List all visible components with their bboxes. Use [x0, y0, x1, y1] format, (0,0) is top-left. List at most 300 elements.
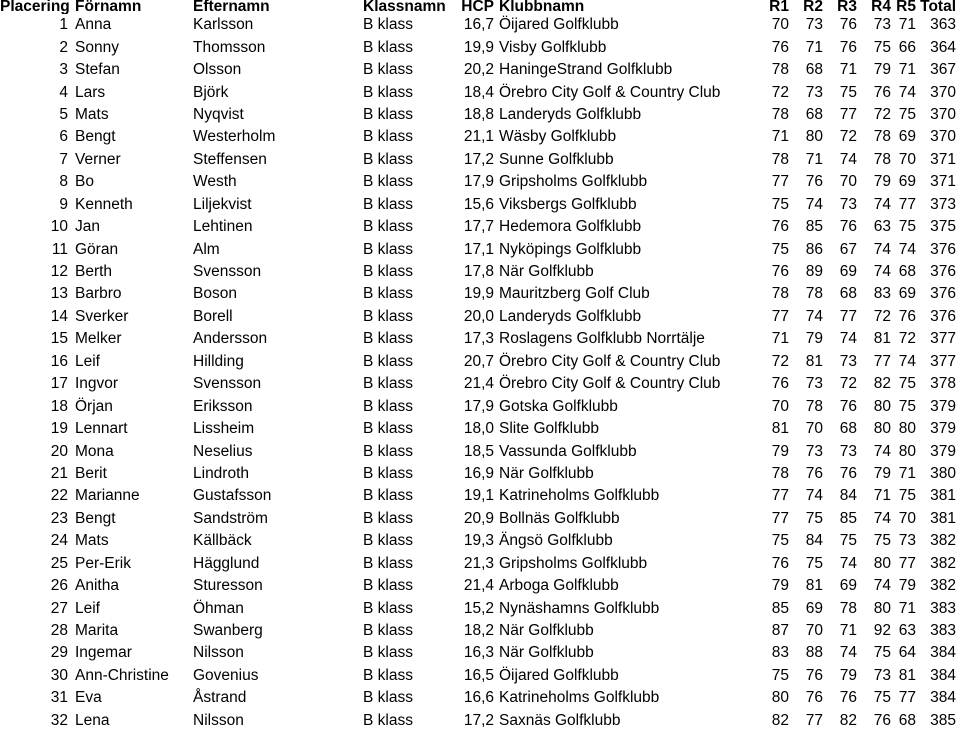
- cell-r2: 73: [805, 442, 823, 460]
- table-row: [0, 395, 959, 417]
- cell-placering: 17: [50, 375, 68, 393]
- cell-efternamn: Öhman: [193, 599, 244, 617]
- cell-efternamn: Sandström: [193, 509, 268, 527]
- cell-hcp: 21,3: [463, 554, 494, 572]
- cell-fornamn: Ann-Christine: [75, 666, 169, 684]
- cell-efternamn: Svensson: [193, 263, 262, 281]
- cell-klassnamn: B klass: [363, 218, 413, 236]
- cell-placering: 19: [50, 420, 68, 438]
- cell-klassnamn: B klass: [363, 307, 413, 325]
- cell-r4: 82: [873, 375, 891, 393]
- cell-r4: 81: [873, 330, 891, 348]
- table-row: [0, 665, 959, 687]
- cell-r3: 76: [839, 218, 857, 236]
- results-body: [0, 14, 959, 732]
- cell-r2: 81: [805, 577, 823, 595]
- cell-placering: 18: [50, 397, 68, 415]
- cell-placering: 10: [50, 218, 68, 236]
- table-row: [0, 575, 959, 597]
- cell-total: 382: [930, 577, 956, 595]
- cell-klassnamn: B klass: [363, 711, 413, 729]
- cell-r2: 81: [805, 352, 823, 370]
- cell-r4: 72: [873, 105, 891, 123]
- cell-total: 376: [930, 263, 956, 281]
- cell-fornamn: Leif: [75, 352, 100, 370]
- cell-hcp: 21,4: [463, 577, 494, 595]
- cell-total: 378: [930, 375, 956, 393]
- cell-placering: 12: [50, 263, 68, 281]
- cell-klassnamn: B klass: [363, 173, 413, 191]
- cell-fornamn: Lars: [75, 83, 106, 101]
- cell-efternamn: Sturesson: [193, 577, 263, 595]
- cell-r5: 75: [898, 218, 916, 236]
- cell-fornamn: Berth: [75, 263, 113, 281]
- cell-fornamn: Verner: [75, 150, 121, 168]
- cell-hcp: 18,5: [463, 442, 494, 460]
- cell-r1: 72: [771, 83, 789, 101]
- cell-r5: 75: [898, 105, 916, 123]
- cell-efternamn: Lehtinen: [193, 218, 253, 236]
- cell-klubbnamn: Nyköpings Golfklubb: [499, 240, 642, 258]
- cell-klubbnamn: Nynäshamns Golfklubb: [499, 599, 660, 617]
- cell-fornamn: Ingemar: [75, 644, 132, 662]
- table-row: [0, 328, 959, 350]
- cell-r4: 75: [873, 644, 891, 662]
- cell-r3: 74: [839, 330, 857, 348]
- cell-r3: 84: [839, 487, 857, 505]
- cell-total: 382: [930, 554, 956, 572]
- cell-hcp: 20,0: [463, 307, 494, 325]
- cell-r4: 74: [873, 195, 891, 213]
- cell-hcp: 18,4: [463, 83, 494, 101]
- cell-r1: 87: [771, 622, 789, 640]
- cell-klubbnamn: Slite Golfklubb: [499, 420, 599, 438]
- cell-r3: 72: [839, 375, 857, 393]
- header-row: [0, 0, 959, 14]
- cell-r2: 88: [805, 644, 823, 662]
- cell-klassnamn: B klass: [363, 397, 413, 415]
- table-row: [0, 216, 959, 238]
- cell-efternamn: Eriksson: [193, 397, 253, 415]
- cell-efternamn: Liljekvist: [193, 195, 252, 213]
- cell-efternamn: Nilsson: [193, 711, 244, 729]
- cell-total: 371: [930, 173, 956, 191]
- cell-fornamn: Per-Erik: [75, 554, 131, 572]
- cell-klassnamn: B klass: [363, 689, 413, 707]
- cell-r5: 69: [898, 285, 916, 303]
- cell-hcp: 16,9: [463, 464, 494, 482]
- cell-placering: 16: [50, 352, 68, 370]
- cell-klubbnamn: HaningeStrand Golfklubb: [499, 61, 673, 79]
- cell-r4: 74: [873, 240, 891, 258]
- cell-klassnamn: B klass: [363, 150, 413, 168]
- cell-klassnamn: B klass: [363, 644, 413, 662]
- table-row: [0, 81, 959, 103]
- cell-efternamn: Åstrand: [193, 689, 247, 707]
- cell-total: 382: [930, 532, 956, 550]
- cell-r1: 72: [771, 352, 789, 370]
- cell-r4: 71: [873, 487, 891, 505]
- cell-fornamn: Marita: [75, 622, 119, 640]
- cell-r5: 63: [898, 622, 916, 640]
- cell-klubbnamn: Örebro City Golf & Country Club: [499, 375, 721, 393]
- cell-fornamn: Mats: [75, 105, 109, 123]
- header-r2: R2: [803, 0, 823, 14]
- table-row: [0, 553, 959, 575]
- cell-r1: 77: [771, 307, 789, 325]
- cell-r2: 76: [805, 173, 823, 191]
- cell-klassnamn: B klass: [363, 622, 413, 640]
- cell-klassnamn: B klass: [363, 375, 413, 393]
- cell-klubbnamn: Viksbergs Golfklubb: [499, 195, 637, 213]
- cell-klassnamn: B klass: [363, 509, 413, 527]
- cell-r2: 68: [805, 105, 823, 123]
- cell-r3: 76: [839, 16, 857, 34]
- cell-r3: 77: [839, 105, 857, 123]
- cell-fornamn: Mats: [75, 532, 109, 550]
- cell-r2: 74: [805, 195, 823, 213]
- cell-r3: 76: [839, 397, 857, 415]
- cell-klassnamn: B klass: [363, 554, 413, 572]
- cell-r2: 71: [805, 38, 823, 56]
- cell-hcp: 18,2: [463, 622, 494, 640]
- cell-klubbnamn: Vassunda Golfklubb: [499, 442, 637, 460]
- header-placering: Placering: [0, 0, 70, 14]
- table-row: [0, 597, 959, 619]
- cell-r4: 73: [873, 666, 891, 684]
- cell-klassnamn: B klass: [363, 464, 413, 482]
- cell-placering: 29: [50, 644, 68, 662]
- cell-placering: 20: [50, 442, 68, 460]
- cell-r1: 83: [771, 644, 789, 662]
- table-row: [0, 710, 959, 732]
- cell-r2: 71: [805, 150, 823, 168]
- cell-total: 384: [930, 644, 956, 662]
- table-row: [0, 14, 959, 36]
- cell-r5: 76: [898, 307, 916, 325]
- cell-klassnamn: B klass: [363, 532, 413, 550]
- cell-hcp: 17,7: [463, 218, 494, 236]
- cell-efternamn: Andersson: [193, 330, 268, 348]
- cell-klubbnamn: När Golfklubb: [499, 644, 594, 662]
- cell-r2: 75: [805, 509, 823, 527]
- cell-total: 379: [930, 442, 956, 460]
- cell-klassnamn: B klass: [363, 16, 413, 34]
- cell-r5: 75: [898, 375, 916, 393]
- cell-r2: 78: [805, 397, 823, 415]
- cell-placering: 21: [50, 464, 68, 482]
- cell-r3: 70: [839, 173, 857, 191]
- table-row: [0, 194, 959, 216]
- cell-r2: 73: [805, 83, 823, 101]
- cell-klassnamn: B klass: [363, 442, 413, 460]
- cell-r4: 79: [873, 464, 891, 482]
- cell-klubbnamn: Öijared Golfklubb: [499, 16, 619, 34]
- cell-efternamn: Olsson: [193, 61, 242, 79]
- cell-r4: 77: [873, 352, 891, 370]
- cell-r4: 80: [873, 599, 891, 617]
- cell-r5: 72: [898, 330, 916, 348]
- cell-klassnamn: B klass: [363, 83, 413, 101]
- cell-hcp: 17,8: [463, 263, 494, 281]
- cell-r5: 71: [898, 464, 916, 482]
- cell-klubbnamn: Gotska Golfklubb: [499, 397, 618, 415]
- cell-efternamn: Swanberg: [193, 622, 263, 640]
- cell-fornamn: Stefan: [75, 61, 120, 79]
- cell-total: 377: [930, 352, 956, 370]
- cell-fornamn: Lennart: [75, 420, 128, 438]
- cell-total: 381: [930, 487, 956, 505]
- cell-r1: 81: [771, 420, 789, 438]
- table-row: [0, 508, 959, 530]
- cell-placering: 23: [50, 509, 68, 527]
- cell-klubbnamn: När Golfklubb: [499, 263, 594, 281]
- cell-total: 376: [930, 240, 956, 258]
- cell-r1: 71: [771, 128, 789, 146]
- cell-hcp: 18,8: [463, 105, 494, 123]
- cell-fornamn: Bo: [75, 173, 94, 191]
- cell-klubbnamn: Örebro City Golf & Country Club: [499, 352, 721, 370]
- header-efternamn: Efternamn: [193, 0, 270, 14]
- cell-fornamn: Anitha: [75, 577, 119, 595]
- cell-placering: 32: [50, 711, 68, 729]
- cell-r2: 70: [805, 622, 823, 640]
- table-row: [0, 530, 959, 552]
- cell-efternamn: Hillding: [193, 352, 244, 370]
- cell-placering: 24: [50, 532, 68, 550]
- cell-hcp: 19,9: [463, 285, 494, 303]
- cell-total: 364: [930, 38, 956, 56]
- cell-klassnamn: B klass: [363, 128, 413, 146]
- cell-r1: 78: [771, 105, 789, 123]
- cell-placering: 6: [59, 128, 68, 146]
- cell-r5: 77: [898, 195, 916, 213]
- cell-klubbnamn: Wäsby Golfklubb: [499, 128, 617, 146]
- header-total: Total: [920, 0, 956, 14]
- cell-r4: 74: [873, 509, 891, 527]
- cell-placering: 2: [59, 38, 68, 56]
- cell-placering: 13: [50, 285, 68, 303]
- cell-r3: 77: [839, 307, 857, 325]
- cell-r2: 70: [805, 420, 823, 438]
- cell-klubbnamn: Öijared Golfklubb: [499, 666, 619, 684]
- cell-r2: 85: [805, 218, 823, 236]
- cell-total: 367: [930, 61, 956, 79]
- cell-r4: 80: [873, 397, 891, 415]
- cell-klassnamn: B klass: [363, 330, 413, 348]
- cell-fornamn: Sonny: [75, 38, 119, 56]
- cell-efternamn: Svensson: [193, 375, 262, 393]
- cell-r5: 75: [898, 397, 916, 415]
- cell-efternamn: Steffensen: [193, 150, 267, 168]
- cell-placering: 4: [59, 83, 68, 101]
- cell-r3: 78: [839, 599, 857, 617]
- table-row: [0, 373, 959, 395]
- cell-klassnamn: B klass: [363, 420, 413, 438]
- cell-klassnamn: B klass: [363, 487, 413, 505]
- cell-r5: 77: [898, 554, 916, 572]
- cell-placering: 31: [50, 689, 68, 707]
- cell-r1: 76: [771, 375, 789, 393]
- cell-r3: 68: [839, 420, 857, 438]
- cell-klubbnamn: Katrineholms Golfklubb: [499, 487, 660, 505]
- cell-r5: 70: [898, 150, 916, 168]
- cell-r1: 77: [771, 487, 789, 505]
- cell-total: 363: [930, 16, 956, 34]
- cell-r1: 76: [771, 218, 789, 236]
- cell-efternamn: Borell: [193, 307, 233, 325]
- cell-total: 377: [930, 330, 956, 348]
- cell-efternamn: Lissheim: [193, 420, 255, 438]
- cell-hcp: 17,9: [463, 397, 494, 415]
- cell-total: 373: [930, 195, 956, 213]
- cell-r5: 70: [898, 509, 916, 527]
- cell-r2: 68: [805, 61, 823, 79]
- cell-r4: 75: [873, 38, 891, 56]
- cell-r4: 79: [873, 61, 891, 79]
- cell-r5: 73: [898, 532, 916, 550]
- cell-hcp: 16,5: [463, 666, 494, 684]
- cell-klubbnamn: Gripsholms Golfklubb: [499, 554, 648, 572]
- table-row: [0, 440, 959, 462]
- cell-klubbnamn: Saxnäs Golfklubb: [499, 711, 621, 729]
- cell-r2: 75: [805, 554, 823, 572]
- cell-r5: 80: [898, 420, 916, 438]
- cell-r1: 70: [771, 397, 789, 415]
- cell-r5: 69: [898, 128, 916, 146]
- cell-r4: 63: [873, 218, 891, 236]
- cell-fornamn: Lena: [75, 711, 110, 729]
- cell-fornamn: Melker: [75, 330, 122, 348]
- cell-placering: 26: [50, 577, 68, 595]
- cell-r3: 69: [839, 263, 857, 281]
- cell-placering: 1: [59, 16, 68, 34]
- cell-hcp: 16,6: [463, 689, 494, 707]
- cell-r5: 80: [898, 442, 916, 460]
- cell-r5: 81: [898, 666, 916, 684]
- cell-efternamn: Westerholm: [193, 128, 276, 146]
- cell-total: 379: [930, 397, 956, 415]
- cell-efternamn: Nyqvist: [193, 105, 244, 123]
- cell-r4: 80: [873, 554, 891, 572]
- cell-r2: 73: [805, 375, 823, 393]
- header-klassnamn: Klassnamn: [363, 0, 446, 14]
- cell-placering: 25: [50, 554, 68, 572]
- cell-r2: 89: [805, 263, 823, 281]
- cell-total: 379: [930, 420, 956, 438]
- cell-r3: 76: [839, 689, 857, 707]
- cell-r1: 76: [771, 38, 789, 56]
- cell-klassnamn: B klass: [363, 240, 413, 258]
- cell-placering: 14: [50, 307, 68, 325]
- cell-total: 383: [930, 622, 956, 640]
- cell-r3: 79: [839, 666, 857, 684]
- cell-r3: 69: [839, 577, 857, 595]
- cell-klassnamn: B klass: [363, 666, 413, 684]
- cell-placering: 27: [50, 599, 68, 617]
- cell-r5: 79: [898, 577, 916, 595]
- cell-r2: 76: [805, 464, 823, 482]
- cell-klubbnamn: Katrineholms Golfklubb: [499, 689, 660, 707]
- cell-r3: 75: [839, 83, 857, 101]
- cell-r1: 79: [771, 577, 789, 595]
- cell-fornamn: Örjan: [75, 397, 113, 415]
- cell-fornamn: Berit: [75, 464, 107, 482]
- cell-klassnamn: B klass: [363, 61, 413, 79]
- cell-efternamn: Nilsson: [193, 644, 244, 662]
- cell-klassnamn: B klass: [363, 38, 413, 56]
- cell-hcp: 16,7: [463, 16, 494, 34]
- cell-klubbnamn: Bollnäs Golfklubb: [499, 509, 620, 527]
- cell-fornamn: Mona: [75, 442, 114, 460]
- cell-placering: 9: [59, 195, 68, 213]
- cell-r5: 66: [898, 38, 916, 56]
- table-row: [0, 104, 959, 126]
- cell-placering: 3: [59, 61, 68, 79]
- cell-fornamn: Göran: [75, 240, 119, 258]
- cell-klubbnamn: Arboga Golfklubb: [499, 577, 619, 595]
- cell-r2: 76: [805, 666, 823, 684]
- cell-total: 370: [930, 105, 956, 123]
- cell-r5: 68: [898, 263, 916, 281]
- cell-klubbnamn: Landeryds Golfklubb: [499, 307, 642, 325]
- table-row: [0, 36, 959, 58]
- cell-hcp: 17,9: [463, 173, 494, 191]
- cell-r4: 78: [873, 150, 891, 168]
- cell-r3: 71: [839, 622, 857, 640]
- cell-r3: 76: [839, 464, 857, 482]
- cell-r5: 71: [898, 16, 916, 34]
- cell-hcp: 20,7: [463, 352, 494, 370]
- cell-r3: 73: [839, 352, 857, 370]
- cell-r2: 74: [805, 307, 823, 325]
- cell-r2: 86: [805, 240, 823, 258]
- cell-r2: 79: [805, 330, 823, 348]
- cell-hcp: 15,2: [463, 599, 494, 617]
- cell-r2: 73: [805, 16, 823, 34]
- cell-klubbnamn: Gripsholms Golfklubb: [499, 173, 648, 191]
- table-row: [0, 306, 959, 328]
- table-row: [0, 687, 959, 709]
- cell-klubbnamn: Ängsö Golfklubb: [499, 532, 613, 550]
- cell-r3: 72: [839, 128, 857, 146]
- cell-klubbnamn: Visby Golfklubb: [499, 38, 607, 56]
- cell-total: 380: [930, 464, 956, 482]
- cell-efternamn: Thomsson: [193, 38, 266, 56]
- cell-r4: 75: [873, 532, 891, 550]
- cell-fornamn: Anna: [75, 16, 112, 34]
- header-r1: R1: [769, 0, 789, 14]
- cell-efternamn: Karlsson: [193, 16, 254, 34]
- cell-klassnamn: B klass: [363, 195, 413, 213]
- cell-r4: 92: [873, 622, 891, 640]
- cell-total: 384: [930, 689, 956, 707]
- cell-r2: 84: [805, 532, 823, 550]
- cell-total: 385: [930, 711, 956, 729]
- cell-klubbnamn: Roslagens Golfklubb Norrtälje: [499, 330, 705, 348]
- cell-placering: 11: [51, 240, 68, 258]
- cell-efternamn: Gustafsson: [193, 487, 272, 505]
- cell-r1: 77: [771, 173, 789, 191]
- header-fornamn: Förnamn: [75, 0, 142, 14]
- cell-klassnamn: B klass: [363, 105, 413, 123]
- table-row: [0, 149, 959, 171]
- cell-r4: 74: [873, 577, 891, 595]
- cell-hcp: 16,3: [463, 644, 494, 662]
- cell-fornamn: Leif: [75, 599, 100, 617]
- cell-r3: 68: [839, 285, 857, 303]
- header-r3: R3: [837, 0, 857, 14]
